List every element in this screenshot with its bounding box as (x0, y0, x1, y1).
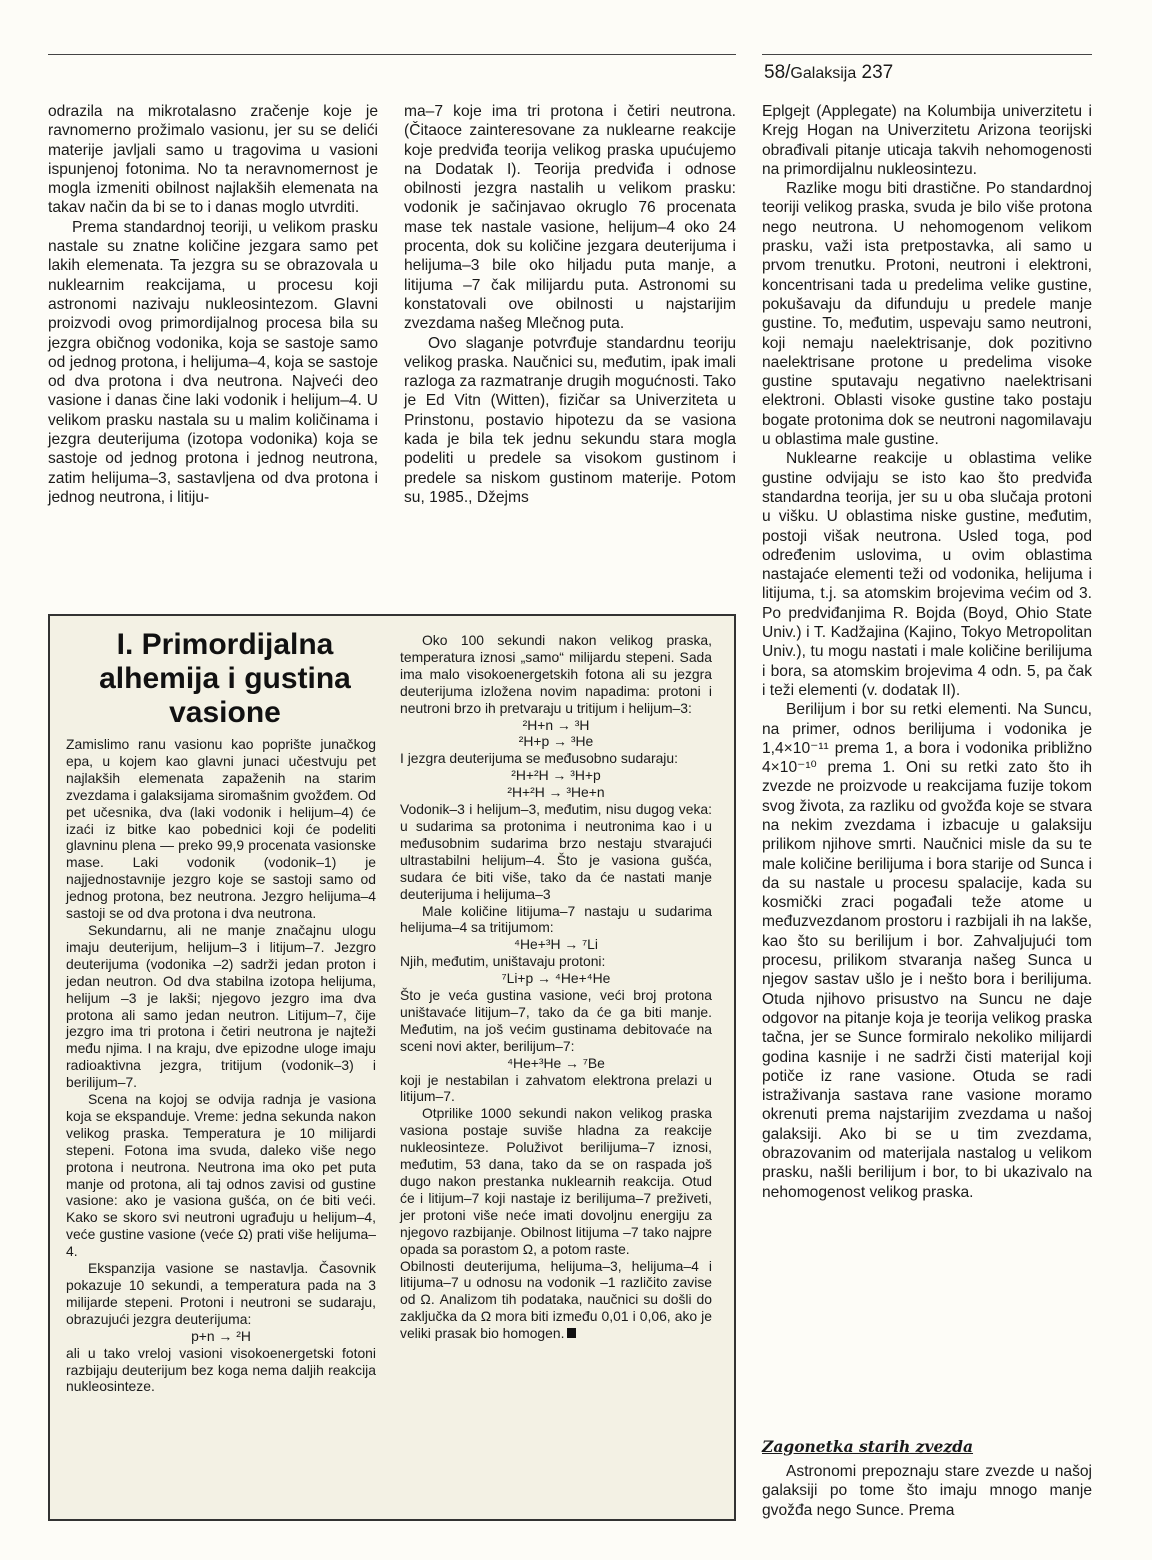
box-column-1 (66, 736, 376, 1395)
equation: ²H+n → ³H (522, 716, 590, 733)
column-1 (48, 102, 378, 507)
equation: ⁴He+³H → ⁷Li (514, 936, 598, 953)
paragraph: Eplgejt (Applegate) na Kolumbija univerzitetu i Krejg Hogan na Univerzitetu Arizona teorijski obrađivali pitanje uticaja takvih nehomogenosti na primordijalnu nukleosintezu. (762, 103, 1092, 178)
header-rule-right (762, 54, 1092, 55)
paragraph: Ovo slaganje potvrđuje standardnu teoriju velikog praska. Naučnici su, međutim, ipak imali razloga za razmatranje drugih mogućnosti. Tako je Ed Vitn (Witten), fizičar sa Univerziteta u Prinstonu, postavio hipotezu da se vasiona kada je bila tek jednu sekundu stara mogla podeliti u predele sa visokom gustinom i predele sa niskom gustinom materije. Potom su, 1985., Džejms (404, 334, 736, 506)
box-column-2 (400, 632, 712, 1342)
box-paragraph: Njih, međutim, uništavaju protoni: (400, 953, 606, 970)
paragraph: Astronomi prepoznaju stare zvezde u našoj galaksiji po tome što imaju mnogo manje gvožđa nego Sunce. Prema (762, 1463, 1092, 1519)
box-paragraph: Što je veća gustina vasione, veći broj protona uništavaće litijum–7, tako da će ga biti manje. Međutim, na još većim gustinama debitovaće na sceni novi akter, berilijum–7: (400, 987, 712, 1054)
publication-name: Galaksija (790, 65, 857, 82)
end-mark (567, 1328, 576, 1338)
paragraph: Berilijum i bor su retki elementi. Na Suncu, na primer, odnos berilijuma i vodonika je 1,4×10⁻¹¹ prema 1, a bora i vodonika približno 4×10⁻¹⁰ prema 1. Oni su retki zato što ih zvezde ne proizvode u reakcijama fuzije tokom svog života, za razliku od gvožđa koje se stvara na nekim zvezdama i izbacuje u galaksiju prilikom njihove smrti. Naučnici misle da su te male količine berilijuma i bora starije od Sunca i da su nastale u procesu spalacije, kada su kosmički zraci pogađali teže atome u međuzvezdanom prostoru i razbijali ih na lakše, kao što su berilijum i bor. Zahvaljujući tom procesu, prilikom stvaranja našeg Sunca u njegov sastav ušlo je i nešto bora i berilijuma. Otuda njihovo prisustvo na Suncu ne daje odgovor na pitanje koja je teorija velikog praska tačna, jer se Sunce formiralo nekoliko milijardi godina kasnije i ne sadrži čisti materijal koji potiče iz rane vasione. Otuda se radi istraživanja sastava rane vasione moramo okrenuti prema najstarijim zvezdama u našoj galaksiji. Ako bi se u tim zvezdama, obrazovanim od materijala nastalog u velikom prasku, našli berilijum i bor, to bi ukazivalo na nehomogenost velikog praska. (762, 701, 1092, 1201)
box-paragraph: Ekspanzija vasione se nastavlja. Časovnik pokazuje 10 sekundi, a temperatura pada na 3 milijarde stepeni. Protoni i neutroni se sudaraju, obrazujući jezgra deuterijuma: (66, 1260, 376, 1327)
box-paragraph: ali u tako vreloj vasioni visokoenergetski fotoni razbijaju deuterijum bez koga nema daljih reakcija nukleosinteze. (66, 1344, 376, 1395)
page-folio (764, 62, 893, 84)
column-3 (762, 102, 1092, 1202)
box-paragraph: koji je nestabilan i zahvatom elektrona prelazi u litijum–7. (400, 1071, 712, 1105)
header-rule-left (48, 54, 736, 55)
equation: ⁷Li+p → ⁴He+⁴He (501, 970, 611, 987)
equation: ²H+p → ³He (518, 733, 594, 750)
paragraph: Nuklearne reakcije u oblastima velike gustine odvijaju se isto kao što predviđa standardna teorija, jer su u oba slučaja protoni u višku. U oblastima niske gustine, međutim, postoji višak neutrona. Usled toga, pod određenim uslovima, u ovim oblastima nastajaće elementi teži od vodonika, helijuma i litijuma, t.j. sa atomskim brojevima većim od 3. Po predviđanjima R. Bojda (Boyd, Ohio State Univ.) i T. Kadžajina (Kajino, Tokyo Metropolitan Univ.), tu mogu nastati i male količine berilijuma i bora, sa atomskim brojevima 4 odn. 5, pa čak i teži elementi (v. dodatak II). (762, 450, 1092, 699)
page-number: 58/ (764, 62, 791, 83)
section-subheading: Zagonetka starih zvezda (762, 1437, 974, 1456)
column-3-continuation (762, 1462, 1092, 1520)
paragraph: odrazila na mikrotalasno zračenje koje je ravnomerno prožimalo vasionu, jer su se delići materije javljali samo u tragovima u vasioni ispunjenoj fotonima. No ta neravnomernost je mogla izmeniti obilnost najlakših elemenata na takav način da bi se to i danas moglo utvrditi. (48, 103, 378, 217)
box-paragraph: Oko 100 sekundi nakon velikog praska, temperatura iznosi „samo“ milijardu stepeni. Sada ima malo visokoenergetskih fotona ali su jezgra deuterijuma izložena novim napadima: protoni i neutroni brzo ih pretvaraju u tritijum i helijum–3: (400, 632, 712, 716)
box-paragraph: Vodonik–3 i helijum–3, međutim, nisu dugog veka: u sudarima sa protonima i neutronima kao i u međusobnim sudarima brzo nestaju stvarajući ultrastabilni helijum–4. Što je vasiona gušća, sudara će biti više, tako da će nastati manje deuterijuma i helijuma–3 (400, 801, 712, 902)
box-paragraph: Otprilike 1000 sekundi nakon velikog praska vasiona postaje suviše hladna za reakcije nukleosinteze. Poluživot berilijuma–7 iznosi, međutim, 53 dana, tako da se on raspada još dugo nakon prestanka nuklearnih reakcija. Otud će i litijum–7 koji nastaje iz berilijuma–7 preživeti, jer protoni više neće imati dovoljnu energiju za njegovo razbijanje. Obilnost litijuma –7 tako najpre opada sa porastom Ω, a potom raste. (400, 1105, 712, 1257)
paragraph: Razlike mogu biti drastične. Po standardnoj teoriji velikog praska, svuda je bilo više protona nego neutrona. U nehomogenom velikom prasku, važi ista pretpostavka, ali samo u prvom trenutku. Protoni, neutroni i elektroni, koncentrisani tada u predelima velike gustine, pokušavaju da difunduju u predele manje gustine. To, međutim, uspevaju samo neutroni, koji nemaju naelektrisanje, dok pozitivno naelektrisane protone u predelima visoke gustine sputavaju negativno naelektrisani elektroni. Oblasti visoke gustine tako postaju bogate protonima dok se neutroni nagomilavaju u oblastima male gustine. (762, 180, 1092, 449)
equation: ⁴He+³He → ⁷Be (507, 1054, 605, 1071)
equation: ²H+²H → ³He+n (507, 784, 605, 801)
paragraph: ma–7 koje ima tri protona i četiri neutrona. (Čitaoce zainteresovane za nuklearne reakcije koje predviđa teorija velikog praska upućujemo na Dodatak I). Teorija predviđa i odnose obilnosti jezgra nastalih u velikom prasku: vodonik je sačinjavao okruglo 76 procenata mase tek nastale vasione, helijum–4 oko 24 procenta, dok su količine jezgara deuterijuma i helijuma–3 bile oko hiljadu puta manje, a litijuma –7 čak milijardu puta. Astronomi su konstatovali ove obilnosti u najstarijim zvezdama našeg Mlečnog puta. (404, 103, 736, 333)
equation: p+n → ²H (191, 1327, 251, 1344)
column-2 (404, 102, 736, 507)
box-paragraph: I jezgra deuterijuma se međusobno sudaraju: (400, 750, 678, 767)
box-paragraph: Obilnosti deuterijuma, helijuma–3, helijuma–4 i litijuma–7 u odnosu na vodonik –1 različito zavise od Ω. Analizom tih podataka, naučnici su došli do zaključka da Ω mora biti između 0,01 i 0,06, ako je veliki prasak bio homogen. (400, 1257, 712, 1342)
box-paragraph: Sekundarnu, ali ne manje značajnu ulogu imaju deuterijum, helijum–3 i litijum–7. Jezgro deuterijuma (vodonika –2) sadrži jedan proton i jedan neutron. Od dva stabilna izotopa helijuma, helijum –3 je lakši; njegovo jezgro ima dva protona ali samo jedan neutron. Litijum–7, čije jezgro ima tri protona i četiri neutrona je najteži među njima. I na kraju, dve epizodne uloge imaju radioaktivna jezgra, tritijum (vodonik–3) i berilijum–7. (66, 921, 376, 1091)
box-paragraph: Zamislimo ranu vasionu kao poprište junačkog epa, u kojem kao glavni junaci učestvuju pet najlakših elemenata zapaženih na starim zvezdama i galaksijama siromašnim gvožđem. Od pet učesnika, dva (laki vodonik i helijum–4) će izaći iz bitke kao pobednici koji će podeliti glavninu plena — preko 99,9 procenata vasionske mase. Laki vodonik (vodonik–1) je najjednostavnije jezgro koje se sastoji samo od jednog protona, bez neutrona. Jezgro helijuma–4 sastoji se od dva protona i dva neutrona. (66, 736, 376, 922)
equation: ²H+²H → ³H+p (511, 767, 601, 784)
box-title: I. Primordijalna alhemija i gustina vasione (99, 628, 351, 729)
box-paragraph: Male količine litijuma–7 nastaju u sudarima helijuma–4 sa tritijumom: (400, 902, 712, 936)
issue-page: 237 (861, 62, 894, 83)
paragraph: Prema standardnoj teoriji, u velikom prasku nastale su znatne količine jezgara samo pet lakih elemenata. Ta jezgra su se obrazovala u nuklearnim reakcijama, u procesu koji astronomi nazivaju nukleosintezom. Glavni proizvodi ovog primordijalnog procesa bila su jezgra običnog vodonika, koja se sastoje samo od jednog protona, i helijuma–4, koja se sastoje od dva protona i dva neutrona. Najveći deo vasione i danas čine laki vodonik i helijum–4. U velikom prasku nastala su u malim količinama i jezgra deuterijuma (izotopa vodonika) koja se sastoje od jednog protona i jednog neutrona, zatim helijuma–3, sastavljena od dva protona i jednog neutrona, i litiju- (48, 218, 378, 506)
box-paragraph: Scena na kojoj se odvija radnja je vasiona koja se ekspanduje. Vreme: jedna sekunda nakon velikog praska. Temperatura je 10 milijardi stepeni. Fotona ima svuda, daleko više nego protona i neutrona. Neutrona ima oko pet puta manje od protona, ali taj odnos zavisi od gustine vasione: ako je vasiona gušća, on će biti veći. Kako se skoro svi neutroni ugrađuju u helijum–4, veće gustine vasione (veće Ω) prati više helijuma–4. (66, 1091, 376, 1260)
